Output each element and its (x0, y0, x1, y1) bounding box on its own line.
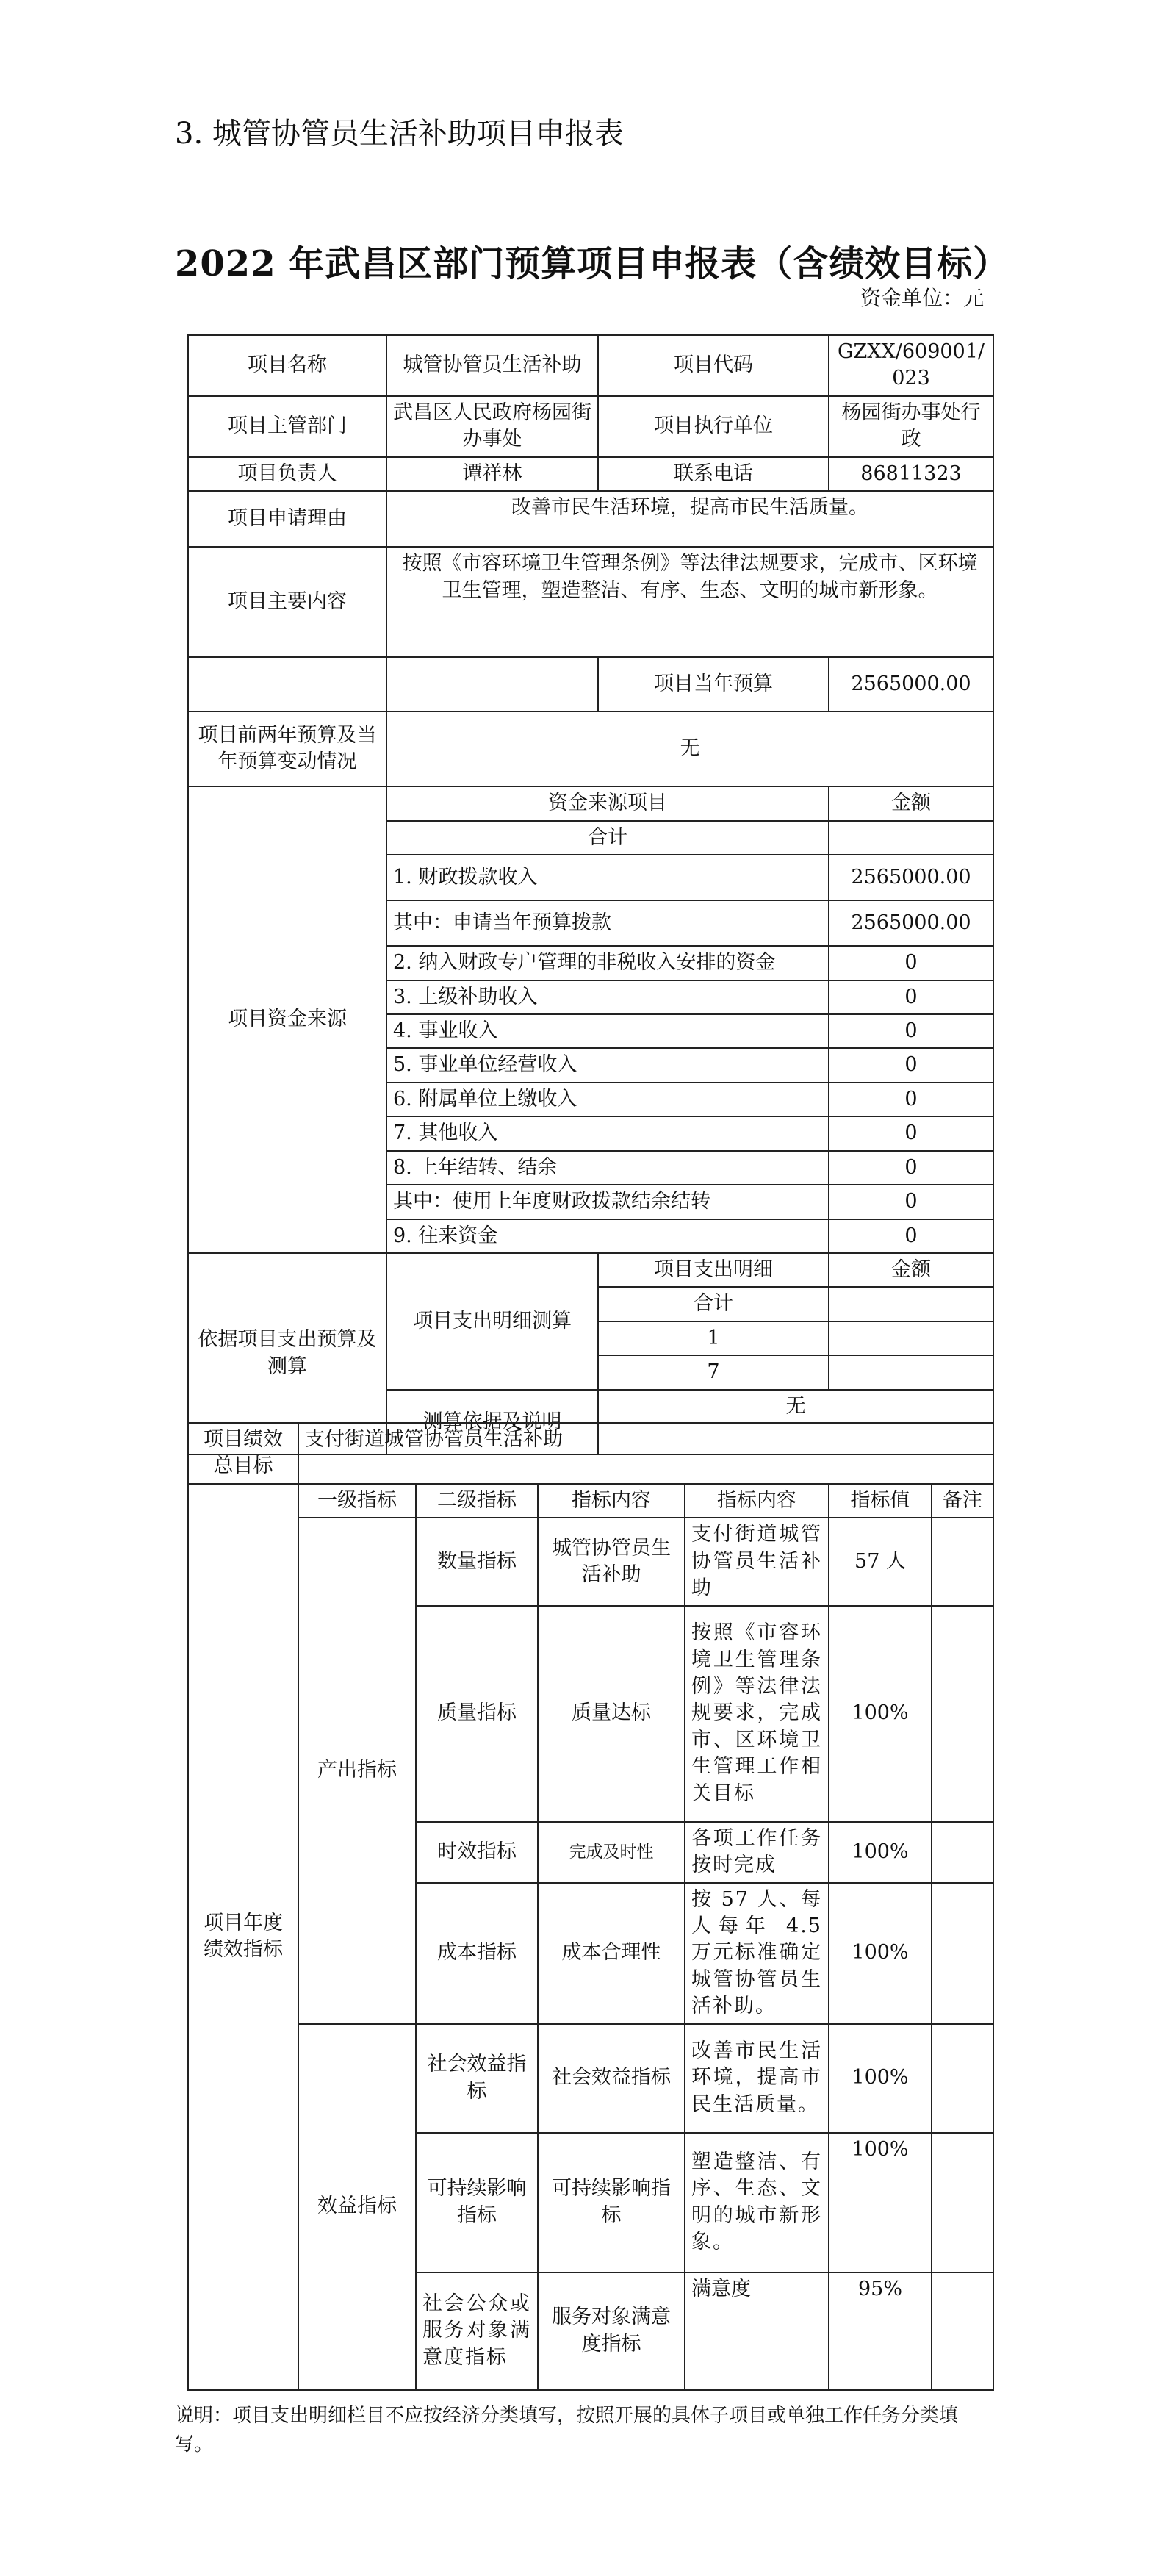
indicator-content1: 质量达标 (538, 1606, 685, 1822)
funding-row-amount: 2565000.00 (829, 900, 993, 946)
indicator-level2: 数量指标 (416, 1518, 538, 1605)
funding-row-amount: 0 (829, 980, 993, 1014)
indicator-note (932, 1606, 993, 1822)
indicator-level2: 时效指标 (416, 1822, 538, 1883)
funding-row: 2. 纳入财政专户管理的非税收入安排的资金 (386, 946, 829, 980)
project-name-label: 项目名称 (188, 335, 386, 396)
funding-row: 6. 附属单位上缴收入 (386, 1083, 829, 1116)
project-code-value: GZXX/609001/023 (829, 335, 993, 396)
indicator-content2: 按照《市容环境卫生管理条例》等法律法规要求，完成市、区环境卫生管理工作相关目标 (685, 1606, 829, 1822)
indicator-level2: 可持续影响指标 (416, 2133, 538, 2272)
funding-row-amount: 0 (829, 1116, 993, 1150)
reason-label: 项目申请理由 (188, 491, 386, 547)
indicator-level2: 质量指标 (416, 1606, 538, 1822)
funding-col-amount: 金额 (829, 786, 993, 820)
expense-col-item: 项目支出明细 (598, 1253, 829, 1287)
page-title: 2022 年武昌区部门预算项目申报表（含绩效目标） (175, 243, 1010, 284)
header-level2: 二级指标 (416, 1484, 538, 1518)
expense-row: 7 (598, 1355, 829, 1389)
expense-row-amount (829, 1321, 993, 1355)
footnote: 说明：项目支出明细栏目不应按经济分类填写，按照开展的具体子项目或单独工作任务分类填写。 (175, 2405, 959, 2455)
budget-value: 2565000.00 (829, 657, 993, 711)
header-content1: 指标内容 (538, 1484, 685, 1518)
indicator-note (932, 1518, 993, 1605)
goal-value: 支付街道城管协管员生活补助 (298, 1423, 993, 1484)
expense-label: 依据项目支出预算及测算 (188, 1253, 386, 1454)
header-content2: 指标内容 (685, 1484, 829, 1518)
funding-total-value (829, 821, 993, 855)
expense-detail-label: 项目支出明细测算 (386, 1253, 598, 1390)
funding-row: 3. 上级补助收入 (386, 980, 829, 1014)
basis-value: 无 (598, 1390, 993, 1454)
indicator-content1: 服务对象满意度指标 (538, 2272, 685, 2390)
indicator-content2: 按 57 人、每人每年 4.5 万元标准确定城管协管员生活补助。 (685, 1883, 829, 2024)
indicator-note (932, 1883, 993, 2024)
indicator-level2: 社会公众或服务对象满意度指标 (416, 2272, 538, 2390)
funding-row-amount: 2565000.00 (829, 855, 993, 900)
indicator-content1: 城管协管员生活补助 (538, 1518, 685, 1605)
header-level1: 一级指标 (298, 1484, 416, 1518)
phone-label: 联系电话 (598, 457, 829, 491)
benefit-indicator-label: 效益指标 (298, 2024, 416, 2390)
indicator-content2: 支付街道城管协管员生活补助 (685, 1518, 829, 1605)
indicator-value: 100% (829, 1606, 932, 1822)
indicator-note (932, 1822, 993, 1883)
funding-row-amount: 0 (829, 1014, 993, 1048)
section-title: 3. 城管协管员生活补助项目申报表 (175, 117, 624, 151)
indicator-value: 100% (829, 2133, 932, 2272)
indicator-value: 57 人 (829, 1518, 932, 1605)
content-value: 按照《市容环境卫生管理条例》等法律法规要求，完成市、区环境卫生管理，塑造整洁、有序、生态、文明的城市新形象。 (386, 547, 993, 657)
annual-label: 项目年度绩效指标 (188, 1484, 298, 2390)
funding-row: 7. 其他收入 (386, 1116, 829, 1150)
funding-row-amount: 0 (829, 1219, 993, 1253)
indicator-value: 100% (829, 2024, 932, 2133)
funding-total-label: 合计 (386, 821, 829, 855)
budget-label: 项目当年预算 (598, 657, 829, 711)
indicator-note (932, 2272, 993, 2390)
funding-row-amount: 0 (829, 1151, 993, 1185)
header-value: 指标值 (829, 1484, 932, 1518)
exec-unit-value: 杨园街办事处行政 (829, 396, 993, 457)
funding-row: 其中：使用上年度财政拨款结余结转 (386, 1185, 829, 1219)
indicator-content1: 完成及时性 (538, 1822, 685, 1883)
leader-value: 谭祥林 (386, 457, 598, 491)
indicator-content2: 改善市民生活环境，提高市民生活质量。 (685, 2024, 829, 2133)
output-indicator-label: 产出指标 (298, 1518, 416, 2023)
funding-row-amount: 0 (829, 1048, 993, 1082)
expense-total-label: 合计 (598, 1287, 829, 1321)
unit-label: 资金单位：元 (860, 286, 984, 310)
dept-label: 项目主管部门 (188, 396, 386, 457)
basis-label: 测算依据及说明 (386, 1390, 598, 1454)
exec-unit-label: 项目执行单位 (598, 396, 829, 457)
reason-value: 改善市民生活环境，提高市民生活质量。 (386, 491, 993, 547)
expense-total-value (829, 1287, 993, 1321)
funding-label: 项目资金来源 (188, 786, 386, 1253)
project-code-label: 项目代码 (598, 335, 829, 396)
funding-row-amount: 0 (829, 1185, 993, 1219)
indicator-value: 100% (829, 1883, 932, 2024)
indicator-note (932, 2133, 993, 2272)
expense-row-amount (829, 1355, 993, 1389)
performance-table (187, 1422, 994, 2391)
indicator-level2: 社会效益指标 (416, 2024, 538, 2133)
project-name-value: 城管协管员生活补助 (386, 335, 598, 396)
funding-row: 5. 事业单位经营收入 (386, 1048, 829, 1082)
prev-budget-label: 项目前两年预算及当年预算变动情况 (188, 711, 386, 786)
indicator-value: 100% (829, 1822, 932, 1883)
indicator-level2: 成本指标 (416, 1883, 538, 2024)
indicator-content2: 塑造整洁、有序、生态、文明的城市新形象。 (685, 2133, 829, 2272)
expense-col-amount: 金额 (829, 1253, 993, 1287)
empty-cell (188, 657, 386, 711)
indicator-note (932, 2024, 993, 2133)
funding-row: 1. 财政拨款收入 (386, 855, 829, 900)
indicator-value: 95% (829, 2272, 932, 2390)
indicator-content2: 满意度 (685, 2272, 829, 2390)
indicator-content1: 可持续影响指标 (538, 2133, 685, 2272)
project-application-table (187, 334, 994, 1455)
funding-row: 其中：申请当年预算拨款 (386, 900, 829, 946)
indicator-content1: 成本合理性 (538, 1883, 685, 2024)
funding-row: 4. 事业收入 (386, 1014, 829, 1048)
expense-row: 1 (598, 1321, 829, 1355)
funding-col-item: 资金来源项目 (386, 786, 829, 820)
goal-label: 项目绩效总目标 (188, 1423, 298, 1484)
indicator-content2: 各项工作任务按时完成 (685, 1822, 829, 1883)
funding-row-amount: 0 (829, 1083, 993, 1116)
indicator-content1: 社会效益指标 (538, 2024, 685, 2133)
empty-cell (386, 657, 598, 711)
content-label: 项目主要内容 (188, 547, 386, 657)
funding-row: 9. 往来资金 (386, 1219, 829, 1253)
dept-value: 武昌区人民政府杨园街办事处 (386, 396, 598, 457)
prev-budget-value: 无 (386, 711, 993, 786)
funding-row-amount: 0 (829, 946, 993, 980)
leader-label: 项目负责人 (188, 457, 386, 491)
phone-value: 86811323 (829, 457, 993, 491)
header-note: 备注 (932, 1484, 993, 1518)
funding-row: 8. 上年结转、结余 (386, 1151, 829, 1185)
